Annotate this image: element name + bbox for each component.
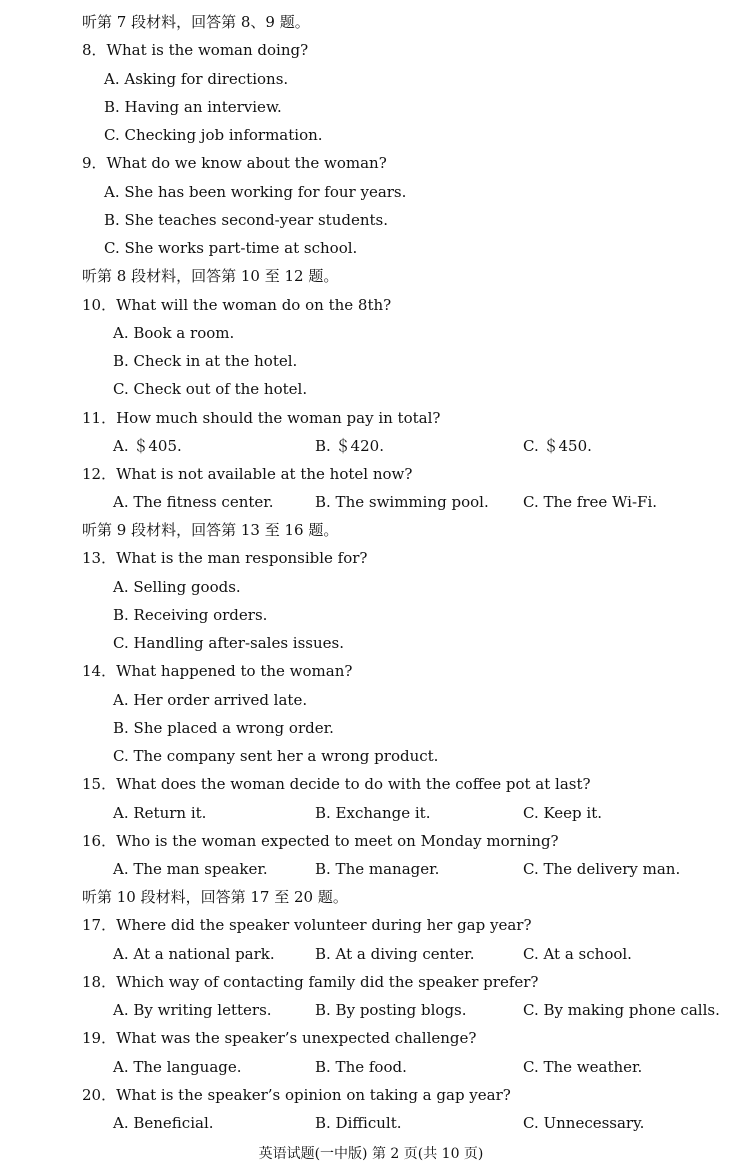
answer-option: A. ＄405.	[113, 437, 182, 455]
answer-option: B. Having an interview.	[104, 98, 282, 116]
answer-option: B. Exchange it.	[315, 804, 431, 822]
answer-option: A. The language.	[113, 1058, 242, 1076]
answer-option: B. The food.	[315, 1058, 407, 1076]
question-stem: 14．What happened to the woman?	[82, 662, 353, 680]
answer-option: A. Her order arrived late.	[113, 691, 308, 709]
answer-option: C. By making phone calls.	[523, 1001, 720, 1019]
answer-option: C. Keep it.	[523, 804, 602, 822]
answer-option: A. Selling goods.	[113, 578, 241, 596]
answer-option: B. ＄420.	[315, 437, 384, 455]
question-stem: 10．What will the woman do on the 8th?	[82, 296, 392, 314]
answer-option: B. She teaches second-year students.	[104, 211, 388, 229]
answer-option: C. At a school.	[523, 945, 632, 963]
answer-option: A. Beneficial.	[113, 1114, 214, 1132]
answer-option: C. The free Wi-Fi.	[523, 493, 658, 511]
question-stem: 13．What is the man responsible for?	[82, 549, 368, 567]
section-heading: 听第 10 段材料，回答第 17 至 20 题。	[82, 888, 348, 906]
answer-option: B. By posting blogs.	[315, 1001, 467, 1019]
question-stem: 16．Who is the woman expected to meet on Monday morning?	[82, 832, 559, 850]
answer-option: B. The manager.	[315, 860, 440, 878]
answer-option: A. Book a room.	[113, 324, 235, 342]
answer-option: C. ＄450.	[523, 437, 592, 455]
question-stem: 8．What is the woman doing?	[82, 41, 309, 59]
answer-option: B. Difficult.	[315, 1114, 402, 1132]
answer-option: C. The delivery man.	[523, 860, 681, 878]
answer-option: A. Return it.	[113, 804, 207, 822]
answer-option: A. The man speaker.	[113, 860, 268, 878]
section-heading: 听第 8 段材料，回答第 10 至 12 题。	[82, 267, 339, 285]
answer-option: C. Unnecessary.	[523, 1114, 645, 1132]
question-stem: 9．What do we know about the woman?	[82, 154, 387, 172]
answer-option: C. The weather.	[523, 1058, 643, 1076]
answer-option: B. Receiving orders.	[113, 606, 268, 624]
question-stem: 12．What is not available at the hotel now?	[82, 465, 413, 483]
question-stem: 17．Where did the speaker volunteer during her gap year?	[82, 916, 532, 934]
question-stem: 18．Which way of contacting family did the speaker prefer?	[82, 973, 539, 991]
answer-option: B. The swimming pool.	[315, 493, 489, 511]
answer-option: A. By writing letters.	[113, 1001, 272, 1019]
question-stem: 20．What is the speaker’s opinion on taking a gap year?	[82, 1086, 511, 1104]
answer-option: C. She works part-time at school.	[104, 239, 358, 257]
section-heading: 听第 7 段材料，回答第 8、9 题。	[82, 13, 310, 31]
question-stem: 15．What does the woman decide to do with the coffee pot at last?	[82, 775, 591, 793]
answer-option: A. The fitness center.	[113, 493, 274, 511]
answer-option: B. She placed a wrong order.	[113, 719, 334, 737]
answer-option: A. She has been working for four years.	[104, 183, 407, 201]
answer-option: C. The company sent her a wrong product.	[113, 747, 439, 765]
answer-option: C. Handling after-sales issues.	[113, 634, 345, 652]
question-stem: 11．How much should the woman pay in total?	[82, 409, 441, 427]
answer-option: A. Asking for directions.	[104, 70, 289, 88]
answer-option: C. Check out of the hotel.	[113, 380, 308, 398]
page-footer: 英语试题(一中版) 第 2 页(共 10 页)	[258, 1146, 484, 1162]
answer-option: B. Check in at the hotel.	[113, 352, 298, 370]
answer-option: B. At a diving center.	[315, 945, 475, 963]
question-stem: 19．What was the speaker’s unexpected challenge?	[82, 1029, 477, 1047]
answer-option: A. At a national park.	[113, 945, 275, 963]
section-heading: 听第 9 段材料，回答第 13 至 16 题。	[82, 521, 339, 539]
answer-option: C. Checking job information.	[104, 126, 323, 144]
